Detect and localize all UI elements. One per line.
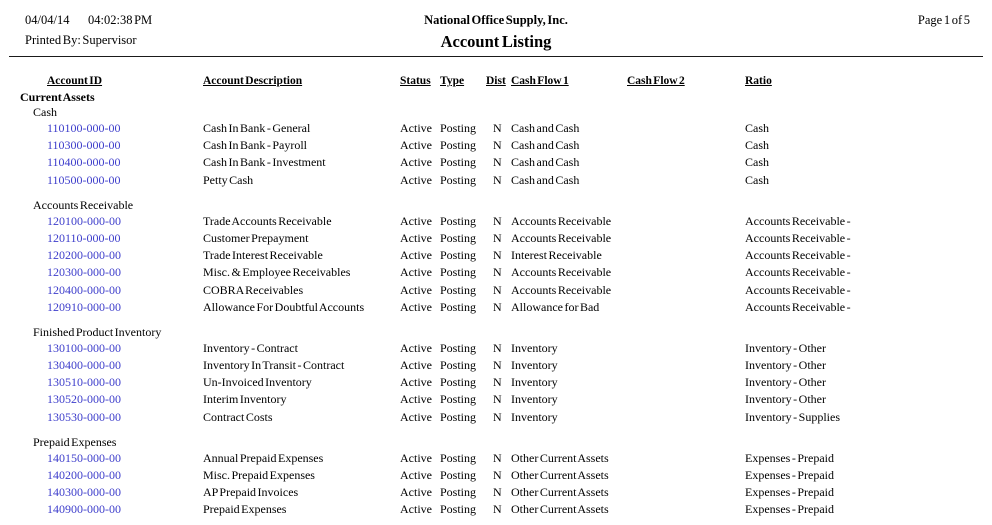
cell-type: Posting [440, 450, 477, 465]
account-row [0, 213, 992, 230]
account-row [0, 299, 992, 316]
cell-cf1: Accounts Receivable [511, 265, 612, 280]
account-row [0, 340, 992, 357]
account-section [0, 325, 992, 426]
cell-type: Posting [440, 340, 477, 355]
report-date: 04/04/14 [25, 13, 70, 27]
cell-ratio: Cash [745, 121, 769, 135]
cell-dist: N [493, 172, 502, 187]
cell-cf1: Cash and Cash [511, 155, 580, 170]
cell-dist: N [493, 213, 502, 228]
account-row [0, 484, 992, 501]
cell-desc: Contract Costs [203, 409, 273, 424]
cell-desc: Un-Invoiced Inventory [203, 375, 312, 390]
cell-status: Active [400, 138, 432, 153]
cell-cf1: Accounts Receivable [511, 230, 612, 245]
account-row [0, 391, 992, 408]
account-id-link[interactable]: 130100-000-00 [47, 340, 121, 355]
cell-type: Posting [440, 502, 477, 517]
cell-status: Active [400, 230, 432, 245]
cell-type: Posting [440, 468, 477, 482]
cell-cf1: Inventory [511, 358, 558, 373]
account-id-link[interactable]: 120300-000-00 [47, 265, 121, 280]
cell-cf1: Cash and Cash [511, 121, 580, 135]
cell-status: Active [400, 502, 432, 517]
account-id-link[interactable]: 140300-000-00 [47, 485, 121, 500]
cell-ratio: Inventory - Other [745, 375, 826, 390]
account-id-link[interactable]: 140200-000-00 [47, 468, 121, 482]
account-row [0, 137, 992, 154]
cell-type: Posting [440, 213, 477, 228]
cell-type: Posting [440, 248, 477, 263]
column-header-row [0, 73, 992, 89]
cell-status: Active [400, 468, 432, 482]
cell-dist: N [493, 155, 502, 170]
cell-ratio: Accounts Receivable - [745, 282, 851, 297]
cell-ratio: Cash [745, 155, 769, 170]
account-id-link[interactable]: 120400-000-00 [47, 282, 121, 297]
cell-cf1: Accounts Receivable [511, 282, 612, 297]
account-id-link[interactable]: 140150-000-00 [47, 450, 121, 465]
cell-status: Active [400, 392, 432, 407]
cell-desc: Annual Prepaid Expenses [203, 450, 324, 465]
cell-dist: N [493, 375, 502, 390]
account-id-link[interactable]: 130510-000-00 [47, 375, 121, 390]
account-row [0, 357, 992, 374]
account-id-link[interactable]: 130520-000-00 [47, 392, 121, 407]
cell-status: Active [400, 409, 432, 424]
account-row [0, 154, 992, 171]
cell-type: Posting [440, 358, 477, 373]
account-id-link[interactable]: 110100-000-00 [47, 121, 121, 135]
cell-desc: Misc. & Employee Receivables [203, 265, 351, 280]
cell-dist: N [493, 485, 502, 500]
cell-ratio: Expenses - Prepaid [745, 450, 834, 465]
cell-cf1: Inventory [511, 409, 558, 424]
account-id-link[interactable]: 120100-000-00 [47, 213, 121, 228]
account-row [0, 120, 992, 137]
cell-dist: N [493, 282, 502, 297]
col-ratio: Ratio [745, 75, 772, 87]
cell-status: Active [400, 213, 432, 228]
account-row [0, 230, 992, 247]
account-section [0, 198, 992, 316]
account-row [0, 247, 992, 264]
cell-status: Active [400, 248, 432, 263]
cell-dist: N [493, 121, 502, 135]
cell-dist: N [493, 138, 502, 153]
col-cash-flow-2: Cash Flow 2 [627, 75, 685, 87]
cell-status: Active [400, 340, 432, 355]
cell-ratio: Inventory - Supplies [745, 409, 840, 424]
cell-desc: Misc. Prepaid Expenses [203, 468, 315, 482]
cell-dist: N [493, 230, 502, 245]
section-title: Finished Product Inventory [33, 324, 162, 339]
account-row [0, 501, 992, 518]
cell-desc: Customer Prepayment [203, 230, 309, 245]
cell-desc: Allowance For Doubtful Accounts [203, 299, 365, 314]
cell-type: Posting [440, 138, 477, 153]
account-row [0, 282, 992, 299]
cell-desc: COBRA Receivables [203, 282, 304, 297]
account-id-link[interactable]: 120110-000-00 [47, 230, 121, 245]
account-id-link[interactable]: 130400-000-00 [47, 358, 121, 373]
cell-cf1: Interest Receivable [511, 248, 602, 263]
col-account-id: Account ID [47, 75, 103, 87]
cell-status: Active [400, 121, 432, 135]
cell-type: Posting [440, 375, 477, 390]
account-id-link[interactable]: 140900-000-00 [47, 502, 121, 517]
cell-desc: AP Prepaid Invoices [203, 485, 299, 500]
cell-dist: N [493, 468, 502, 482]
cell-dist: N [493, 299, 502, 314]
cell-type: Posting [440, 485, 477, 500]
report-title: Account Listing [440, 32, 552, 51]
cell-cf1: Cash and Cash [511, 138, 580, 153]
cell-status: Active [400, 282, 432, 297]
cell-ratio: Cash [745, 138, 769, 153]
account-row [0, 264, 992, 281]
cell-ratio: Inventory - Other [745, 340, 826, 355]
cell-desc: Inventory - Contract [203, 340, 298, 355]
cell-cf1: Accounts Receivable [511, 213, 612, 228]
cell-desc: Inventory In Transit - Contract [203, 358, 345, 373]
account-row [0, 172, 992, 189]
section-title: Prepaid Expenses [33, 434, 117, 449]
cell-cf1: Allowance for Bad [511, 299, 600, 314]
cell-desc: Prepaid Expenses [203, 502, 287, 517]
cell-desc: Petty Cash [203, 172, 254, 187]
company-name: National Office Supply, Inc. [424, 13, 568, 27]
cell-type: Posting [440, 392, 477, 407]
group-title-current-assets: Current Assets [20, 90, 95, 104]
sections-container [0, 105, 992, 519]
col-dist: Dist [486, 75, 506, 87]
cell-cf1: Cash and Cash [511, 172, 580, 187]
account-id-link[interactable]: 130530-000-00 [47, 409, 121, 424]
cell-type: Posting [440, 265, 477, 280]
cell-type: Posting [440, 121, 477, 135]
cell-ratio: Accounts Receivable - [745, 299, 851, 314]
cell-ratio: Accounts Receivable - [745, 265, 851, 280]
cell-type: Posting [440, 409, 477, 424]
col-cash-flow-1: Cash Flow 1 [511, 75, 569, 87]
cell-desc: Cash In Bank - General [203, 121, 311, 135]
cell-ratio: Expenses - Prepaid [745, 502, 834, 517]
col-status: Status [400, 75, 431, 87]
cell-ratio: Accounts Receivable - [745, 248, 851, 263]
col-account-description: Account Description [203, 75, 303, 87]
account-section [0, 435, 992, 519]
cell-type: Posting [440, 230, 477, 245]
cell-dist: N [493, 392, 502, 407]
account-row [0, 450, 992, 467]
cell-ratio: Accounts Receivable - [745, 213, 851, 228]
cell-ratio: Cash [745, 172, 769, 187]
cell-cf1: Inventory [511, 340, 558, 355]
cell-ratio: Accounts Receivable - [745, 230, 851, 245]
cell-cf1: Other Current Assets [511, 502, 609, 517]
cell-desc: Interim Inventory [203, 392, 287, 407]
cell-desc: Cash In Bank - Payroll [203, 138, 307, 153]
cell-type: Posting [440, 282, 477, 297]
cell-ratio: Expenses - Prepaid [745, 468, 834, 482]
cell-status: Active [400, 299, 432, 314]
cell-ratio: Inventory - Other [745, 358, 826, 373]
cell-ratio: Inventory - Other [745, 392, 826, 407]
cell-status: Active [400, 155, 432, 170]
cell-desc: Trade Interest Receivable [203, 248, 323, 263]
header-divider [9, 56, 983, 57]
section-title: Accounts Receivable [33, 197, 134, 212]
printed-by: Printed By: Supervisor [25, 33, 137, 47]
page-indicator: Page 1 of 5 [917, 13, 970, 27]
cell-ratio: Expenses - Prepaid [745, 485, 834, 500]
cell-dist: N [493, 358, 502, 373]
cell-dist: N [493, 409, 502, 424]
account-id-link[interactable]: 120200-000-00 [47, 248, 121, 263]
cell-dist: N [493, 265, 502, 280]
report-time: 04:02:38 PM [88, 13, 153, 27]
account-id-link[interactable]: 110300-000-00 [47, 138, 121, 153]
cell-desc: Trade Accounts Receivable [203, 213, 332, 228]
section-title: Cash [33, 105, 57, 119]
cell-dist: N [493, 248, 502, 263]
account-id-link[interactable]: 120910-000-00 [47, 299, 121, 314]
account-id-link[interactable]: 110400-000-00 [47, 155, 121, 170]
cell-cf1: Other Current Assets [511, 468, 609, 482]
account-section [0, 105, 992, 189]
account-id-link[interactable]: 110500-000-00 [47, 172, 121, 187]
cell-dist: N [493, 340, 502, 355]
cell-cf1: Inventory [511, 375, 558, 390]
cell-status: Active [400, 265, 432, 280]
col-type: Type [440, 75, 465, 87]
cell-dist: N [493, 502, 502, 517]
account-row [0, 409, 992, 426]
cell-status: Active [400, 172, 432, 187]
cell-type: Posting [440, 172, 477, 187]
account-row [0, 374, 992, 391]
account-row [0, 467, 992, 484]
cell-cf1: Other Current Assets [511, 485, 609, 500]
cell-status: Active [400, 485, 432, 500]
cell-type: Posting [440, 299, 477, 314]
account-table [0, 73, 992, 519]
cell-type: Posting [440, 155, 477, 170]
cell-cf1: Other Current Assets [511, 450, 609, 465]
cell-cf1: Inventory [511, 392, 558, 407]
cell-status: Active [400, 375, 432, 390]
cell-status: Active [400, 358, 432, 373]
cell-dist: N [493, 450, 502, 465]
cell-status: Active [400, 450, 432, 465]
cell-desc: Cash In Bank - Investment [203, 155, 326, 170]
